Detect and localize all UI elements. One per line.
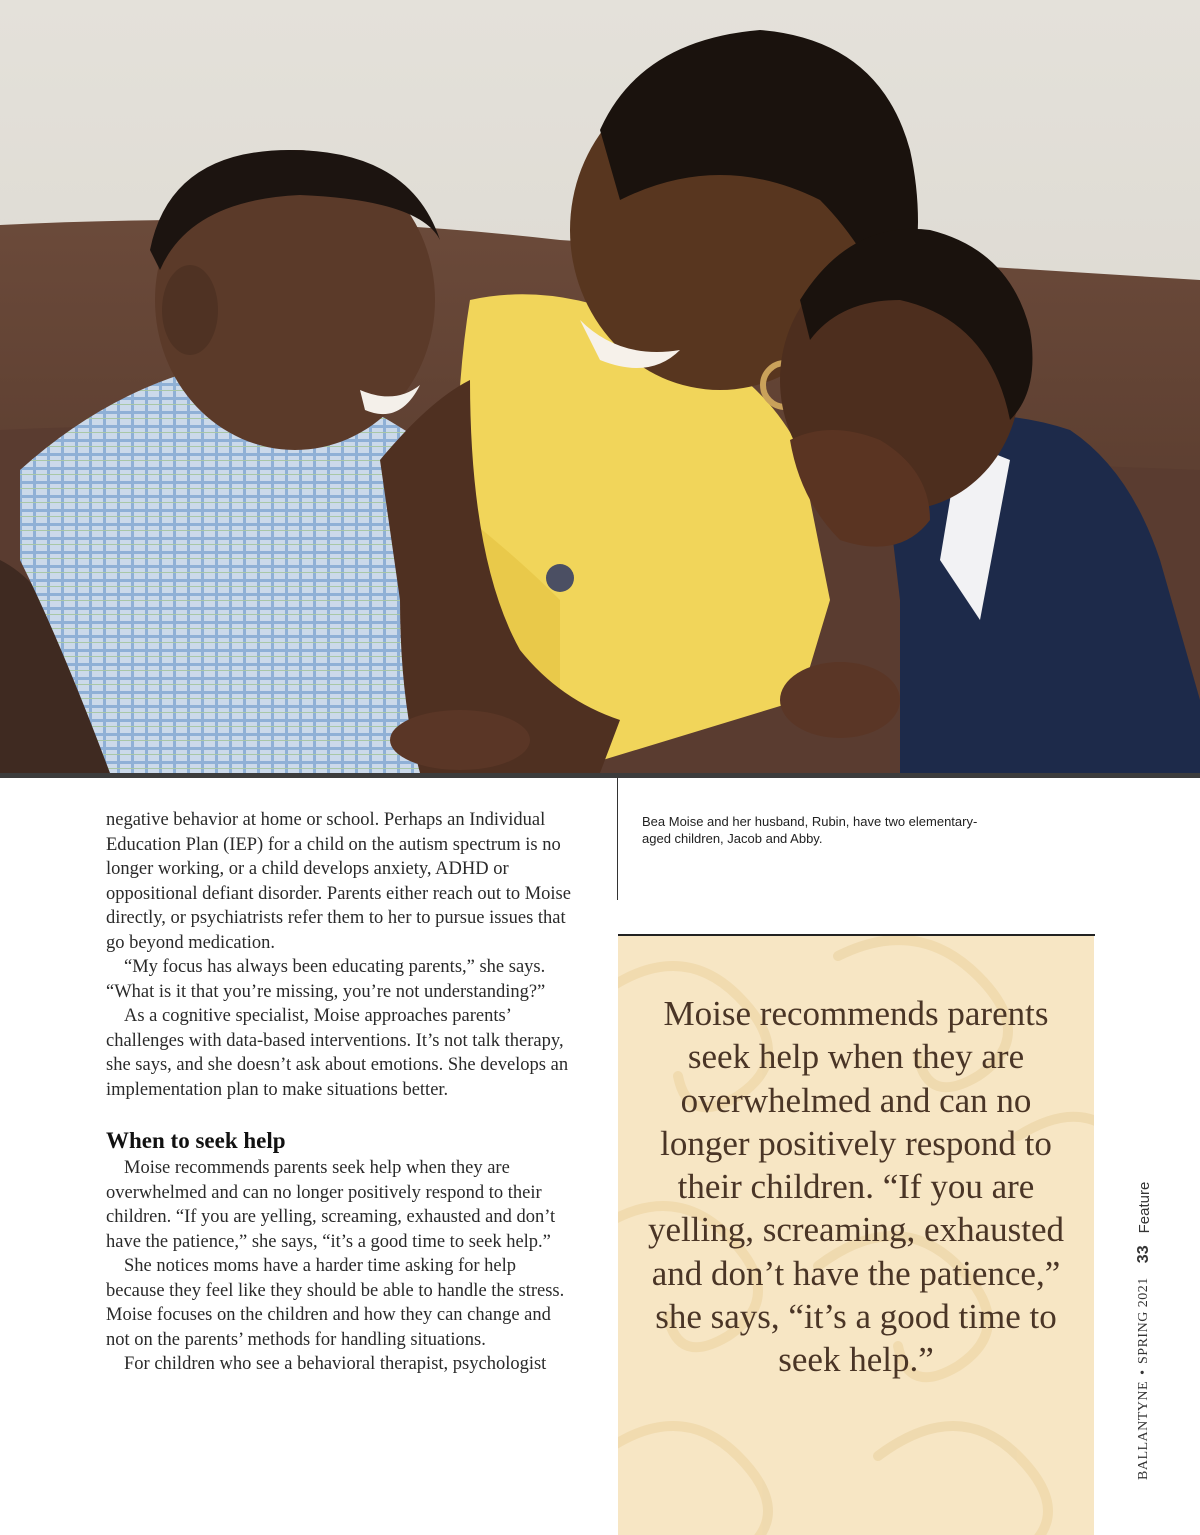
body-paragraph: Moise recommends parents seek help when they are overwhelmed and can no longer positively respond to their children. “If you are yelling, screaming, exhausted and don’t have the patience,” she says, “it’s a good time to seek help.” — [106, 1158, 556, 1252]
section-heading: When to seek help — [106, 1128, 286, 1153]
photo-caption: Bea Moise and her husband, Rubin, have two elementary-aged children, Jacob and Abby. — [642, 814, 978, 846]
body-paragraph: negative behavior at home or school. Perhaps an Individual Education Plan (IEP) for a child on the autism spectrum is no longer working, or a child develops anxiety, ADHD or oppositional defiant disorder. Parents either reach out to Moise directly, or psychiatrists refer them to her to pursue issues that go beyond medication. — [106, 810, 571, 953]
body-paragraph: For children who see a behavioral therapist, psychologist — [124, 1354, 547, 1374]
body-paragraph: She notices moms have a harder time asking for help because they feel like they should be able to handle the stress. Moise focuses on the children and how they can change and not on the parents’ methods for handling situations. — [106, 1256, 565, 1350]
issue-date: SPRING 2021 — [1136, 1277, 1151, 1364]
section-label: Feature — [1135, 1181, 1153, 1234]
caption-rule — [617, 778, 618, 900]
page-number: 33 — [1135, 1245, 1152, 1264]
pull-quote-text: Moise recommends parents seek help when they are overwhelmed and can no longer positively respond to their children. “If you are yelling, screaming, exhausted and don’t have the patience,” she says, “it’s a good time to seek help.” — [648, 994, 1064, 1380]
pull-quote-box — [618, 936, 1094, 1535]
folio — [1129, 1130, 1159, 1480]
magazine-name: BALLANTYNE — [1136, 1380, 1151, 1480]
folio-separator: • — [1136, 1369, 1151, 1375]
body-paragraph: “My focus has always been educating parents,” she says. “What is it that you’re missing, you’re not understanding?” — [106, 957, 546, 1002]
body-paragraph: As a cognitive specialist, Moise approaches parents’ challenges with data-based interventions. It’s not talk therapy, she says, and she doesn’t ask about emotions. She develops an implementation plan to make situations better. — [106, 1006, 569, 1100]
article-body — [106, 808, 576, 1377]
photo-bottom-rule — [0, 773, 1200, 778]
